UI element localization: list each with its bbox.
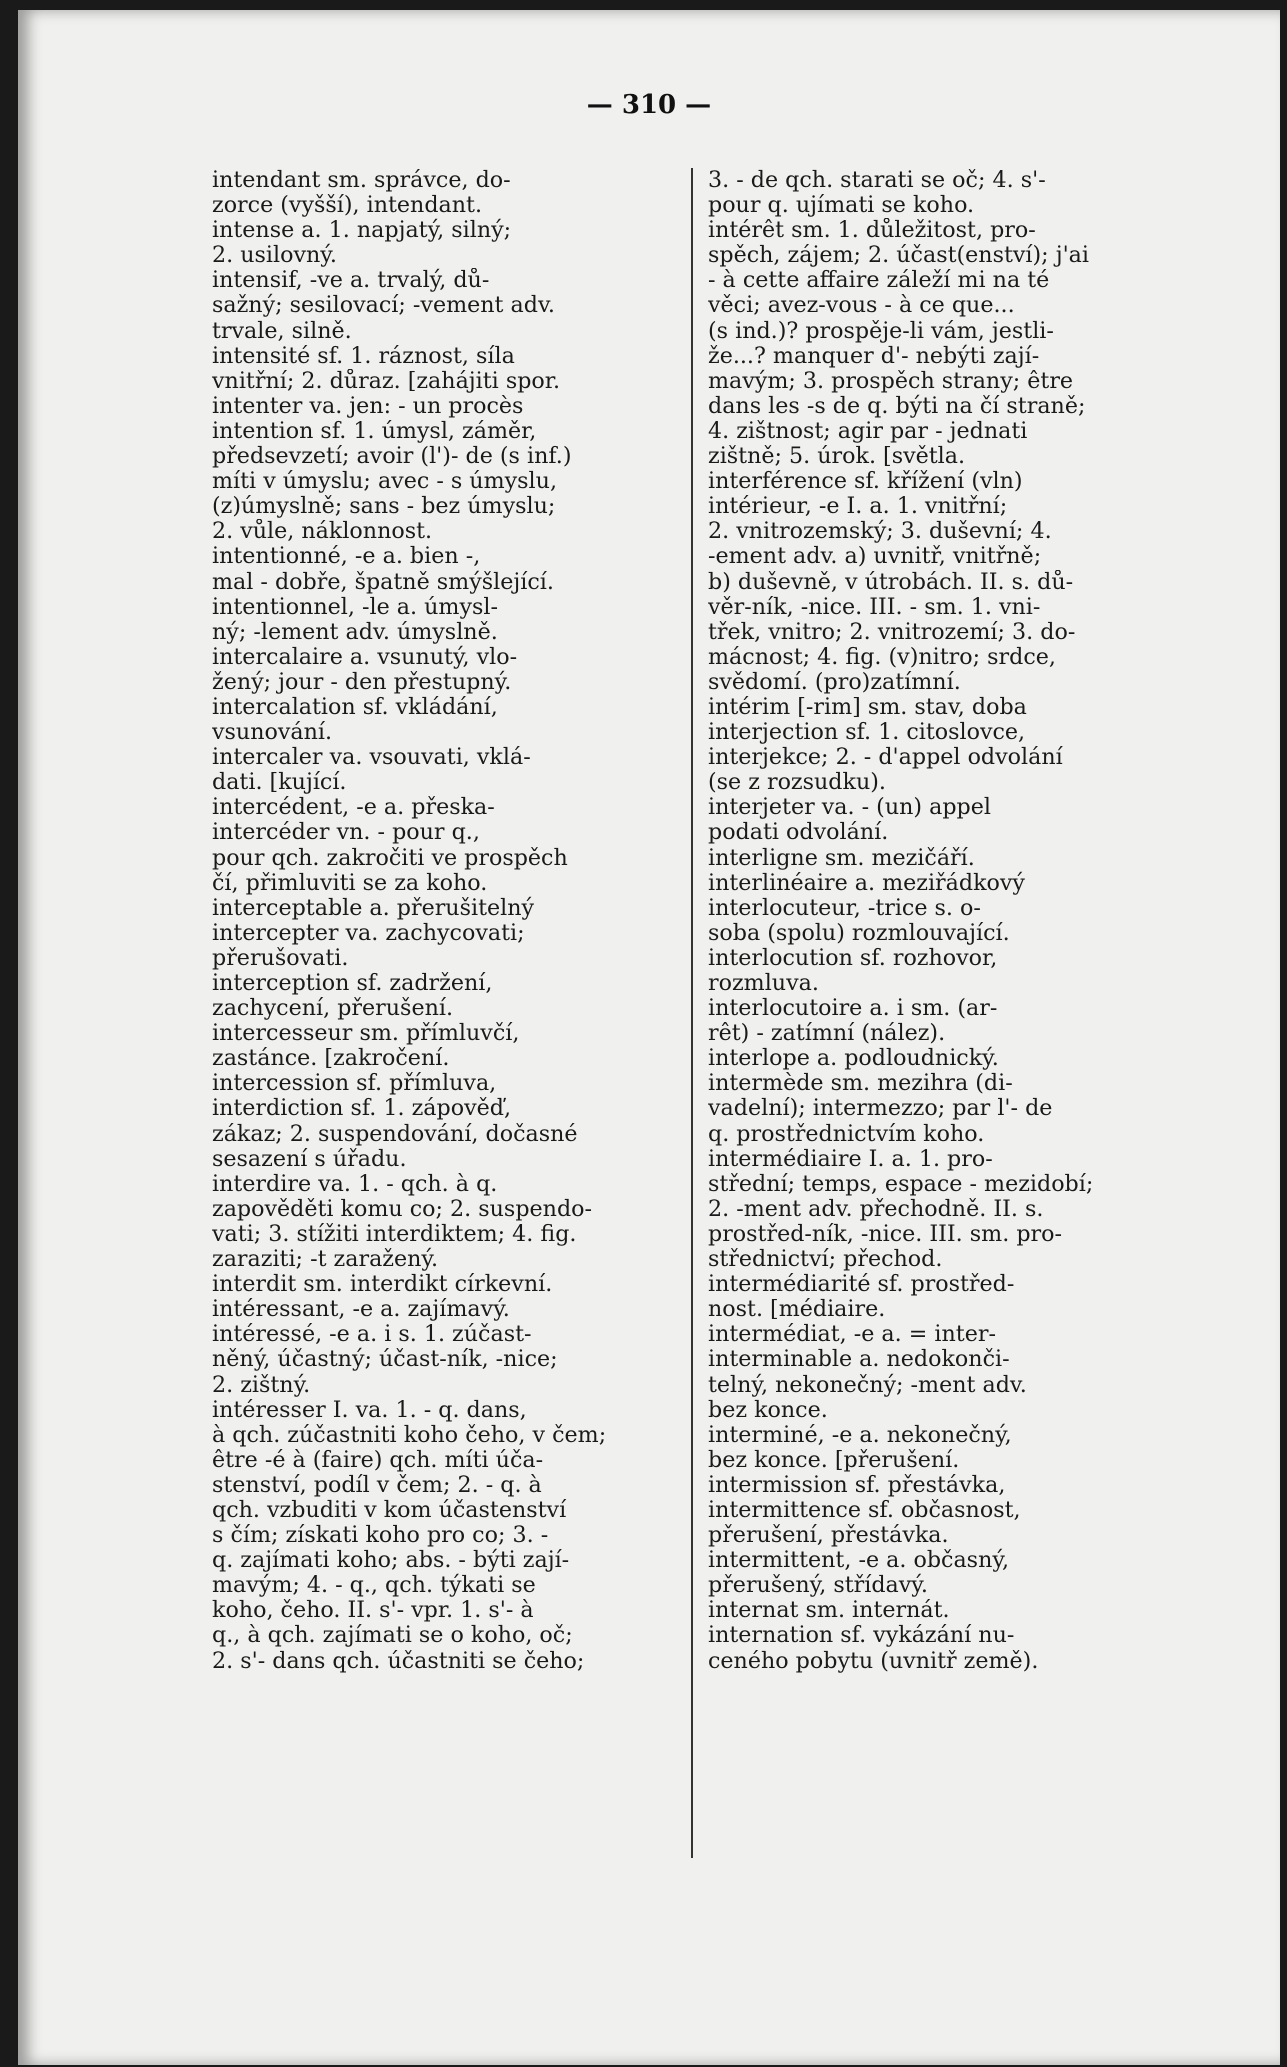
entry-line: mal - dobře, špatně smýšlející. [212, 569, 554, 595]
entry-line: intense a. 1. napjatý, silný; [212, 218, 512, 244]
entry-line: s čím; získati koho pro co; 3. - [212, 1523, 549, 1549]
entry-line: être -é à (faire) qch. míti úča- [212, 1447, 544, 1473]
entry-line: telný, nekonečný; -ment adv. [708, 1372, 1027, 1398]
entry-line: interlocuteur, -trice s. o- [708, 895, 981, 921]
entry-line: zaraziti; -t zaražený. [212, 1247, 439, 1273]
entry-line: věr-ník, -nice. III. - sm. 1. vni- [708, 594, 1041, 620]
entry-line: interjekce; 2. - d'appel odvolání [708, 745, 1063, 771]
entry-line: ný; -lement adv. úmyslně. [212, 619, 498, 645]
entry-line: mavým; 3. prospěch strany; être [708, 368, 1074, 394]
entry-line: že...? manquer d'- nebýti zají- [708, 343, 1040, 369]
entry-line: spěch, zájem; 2. účast(enství); j'ai [708, 243, 1090, 269]
entry-line: mácnost; 4. fig. (v)nitro; srdce, [708, 644, 1056, 670]
page-number: — 310 — [586, 90, 712, 120]
entry-line: střední; temps, espace - mezidobí; [708, 1171, 1094, 1197]
entry-line: rozmluva. [708, 971, 819, 996]
entry-line: qch. vzbuditi v kom účastenství [212, 1497, 567, 1523]
entry-line: intercepter va. zachycovati; [212, 920, 525, 946]
entry-line: 2. usilovný. [212, 243, 337, 269]
entry-line: à qch. zúčastniti koho čeho, v čem; [212, 1422, 607, 1448]
entry-line: interjection sf. 1. citoslovce, [708, 720, 1026, 746]
entry-line: internat sm. internát. [708, 1598, 950, 1624]
entry-line: 2. zištný. [212, 1372, 311, 1398]
entry-line: mavým; 4. - q., qch. týkati se [212, 1573, 536, 1599]
entry-line: čí, přimluviti se za koho. [212, 870, 488, 896]
entry-line: intercession sf. přímluva, [212, 1071, 497, 1097]
entry-line: intérieur, -e I. a. 1. vnitřní; [708, 494, 1008, 520]
entry-line: 2. s'- dans qch. účastniti se čeho; [212, 1648, 585, 1674]
entry-line: střednictví; přechod. [708, 1247, 943, 1273]
entry-line: bez konce. [708, 1397, 828, 1423]
entry-line: interférence sf. křížení (vln) [708, 469, 1023, 495]
entry-line: podati odvolání. [708, 820, 889, 846]
entry-line: intermission sf. přestávka, [708, 1472, 1006, 1498]
entry-line: interlope a. podloudnický. [708, 1046, 999, 1072]
entry-line: pour q. ujímati se koho. [708, 193, 975, 219]
entry-line: zištně; 5. úrok. [světla. [708, 444, 966, 470]
entry-line: intermédiarité sf. prostřed- [708, 1272, 1015, 1298]
entry-line: intendant sm. správce, do- [212, 168, 511, 193]
entry-line: interceptable a. přerušitelný [212, 895, 535, 921]
entry-line: bez konce. [přerušení. [708, 1447, 960, 1473]
entry-line: intéresser I. va. 1. - q. dans, [212, 1397, 527, 1423]
entry-line: b) duševně, v útrobách. II. s. dů- [708, 569, 1074, 595]
entry-line: 2. vnitrozemský; 3. duševní; 4. [708, 519, 1052, 545]
entry-line: soba (spolu) rozmlouvající. [708, 920, 1010, 946]
entry-line: intérim [-rim] sm. stav, doba [708, 694, 1027, 720]
entry-line: pour qch. zakročiti ve prospěch [212, 845, 568, 871]
entry-line: intercalaire a. vsunutý, vlo- [212, 644, 518, 670]
right-column [708, 168, 1188, 1674]
entry-line: interception sf. zadržení, [212, 971, 493, 996]
entry-line: intéressé, -e a. i s. 1. zúčast- [212, 1322, 532, 1348]
entry-line: intermittence sf. občasnost, [708, 1497, 1021, 1523]
entry-line: intercéder vn. - pour q., [212, 820, 480, 846]
entry-line: intéressant, -e a. zajímavý. [212, 1297, 510, 1323]
entry-line: něný, účastný; účast-ník, -nice; [212, 1347, 558, 1373]
entry-line: zákaz; 2. suspendování, dočasné [212, 1121, 578, 1147]
entry-line: zachycení, přerušení. [212, 996, 454, 1022]
entry-line: zapověděti komu co; 2. suspendo- [212, 1196, 593, 1222]
entry-line: intercédent, -e a. přeska- [212, 795, 495, 821]
entry-line: zorce (vyšší), intendant. [212, 193, 483, 219]
entry-line: interlinéaire a. meziřádkový [708, 870, 1025, 896]
entry-line: interdiction sf. 1. zápověď, [212, 1096, 512, 1122]
entry-line: intercesseur sm. přímluvčí, [212, 1021, 520, 1047]
entry-line: vadelní); intermezzo; par l'- de [708, 1096, 1053, 1122]
entry-line: sesazení s úřadu. [212, 1146, 407, 1172]
entry-line: žený; jour - den přestupný. [212, 669, 512, 695]
entry-line: interlocution sf. rozhovor, [708, 945, 998, 971]
entry-line: míti v úmyslu; avec - s úmyslu, [212, 469, 558, 495]
entry-line: q. prostřednictvím koho. [708, 1121, 985, 1147]
entry-line: -ement adv. a) uvnitř, vnitřně; [708, 544, 1042, 570]
entry-line: 2. -ment adv. přechodně. II. s. [708, 1196, 1044, 1222]
entry-line: intermédiaire I. a. 1. pro- [708, 1146, 993, 1172]
entry-line: nost. [médiaire. [708, 1297, 886, 1323]
entry-line: internation sf. vykázání nu- [708, 1623, 1015, 1649]
entry-line: přerušení, přestávka. [708, 1523, 949, 1549]
entry-line: intenter va. jen: - un procès [212, 393, 524, 419]
entry-line: q., à qch. zajímati se o koho, oč; [212, 1623, 573, 1649]
entry-line: intercalation sf. vkládání, [212, 694, 498, 720]
entry-line: interligne sm. mezičáří. [708, 845, 975, 871]
entry-line: intermède sm. mezihra (di- [708, 1071, 1013, 1097]
entry-line: 4. zištnost; agir par - jednati [708, 418, 1028, 444]
entry-line: 2. vůle, náklonnost. [212, 519, 433, 545]
entry-line: intermittent, -e a. občasný, [708, 1548, 1009, 1574]
entry-line: svědomí. (pro)zatímní. [708, 669, 961, 695]
entry-line: věci; avez-vous - à ce que... [708, 293, 1015, 319]
dictionary-page [18, 10, 1280, 2065]
entry-line: interdire va. 1. - qch. à q. [212, 1171, 498, 1197]
entry-line: rêt) - zatímní (nález). [708, 1021, 946, 1047]
entry-line: intention sf. 1. úmysl, záměr, [212, 418, 537, 444]
entry-line: ceného pobytu (uvnitř země). [708, 1648, 1039, 1674]
entry-line: prostřed-ník, -nice. III. sm. pro- [708, 1221, 1062, 1247]
entry-line: interminable a. nedokonči- [708, 1347, 1010, 1373]
entry-line: intérêt sm. 1. důležitost, pro- [708, 218, 1036, 244]
entry-line: trvale, silně. [212, 318, 352, 344]
entry-line: stenství, podíl v čem; 2. - q. à [212, 1472, 542, 1498]
entry-line: přerušený, střídavý. [708, 1573, 928, 1599]
entry-line: vnitřní; 2. důraz. [zahájiti spor. [212, 368, 561, 394]
entry-line: interlocutoire a. i sm. (ar- [708, 996, 998, 1022]
entry-line: interdit sm. interdikt církevní. [212, 1272, 553, 1298]
entry-line: intermédiat, -e a. = inter- [708, 1322, 996, 1348]
entry-line: koho, čeho. II. s'- vpr. 1. s'- à [212, 1598, 534, 1624]
entry-line: 3. - de qch. starati se oč; 4. s'- [708, 168, 1046, 193]
entry-line: (z)úmyslně; sans - bez úmyslu; [212, 494, 556, 520]
entry-line: interminé, -e a. nekonečný, [708, 1422, 1012, 1448]
entry-line: intensif, -ve a. trvalý, dů- [212, 268, 490, 294]
entry-line: dans les -s de q. býti na čí straně; [708, 393, 1086, 419]
entry-line: (se z rozsudku). [708, 770, 886, 796]
column-divider [691, 168, 693, 1858]
entry-line: intentionné, -e a. bien -, [212, 544, 481, 570]
entry-line: (s ind.)? prospěje-li vám, jestli- [708, 318, 1054, 344]
entry-line: vsunování. [212, 720, 333, 746]
entry-line: zastánce. [zakročení. [212, 1046, 450, 1072]
entry-line: přerušovati. [212, 945, 349, 971]
entry-line: vati; 3. stížiti interdiktem; 4. fig. [212, 1221, 577, 1247]
entry-line: intercaler va. vsouvati, vklá- [212, 745, 531, 771]
entry-line: intensité sf. 1. ráznost, síla [212, 343, 515, 369]
entry-line: předsevzetí; avoir (l')- de (s inf.) [212, 444, 572, 470]
entry-line: dati. [kující. [212, 770, 347, 796]
entry-line: q. zajímati koho; abs. - býti zají- [212, 1548, 570, 1574]
left-column [212, 168, 672, 1674]
entry-line: intentionnel, -le a. úmysl- [212, 594, 498, 620]
entry-line: - à cette affaire záleží mi na té [708, 268, 1050, 294]
entry-line: sažný; sesilovací; -vement adv. [212, 293, 555, 319]
entry-line: třek, vnitro; 2. vnitrozemí; 3. do- [708, 619, 1076, 645]
entry-line: interjeter va. - (un) appel [708, 795, 991, 821]
